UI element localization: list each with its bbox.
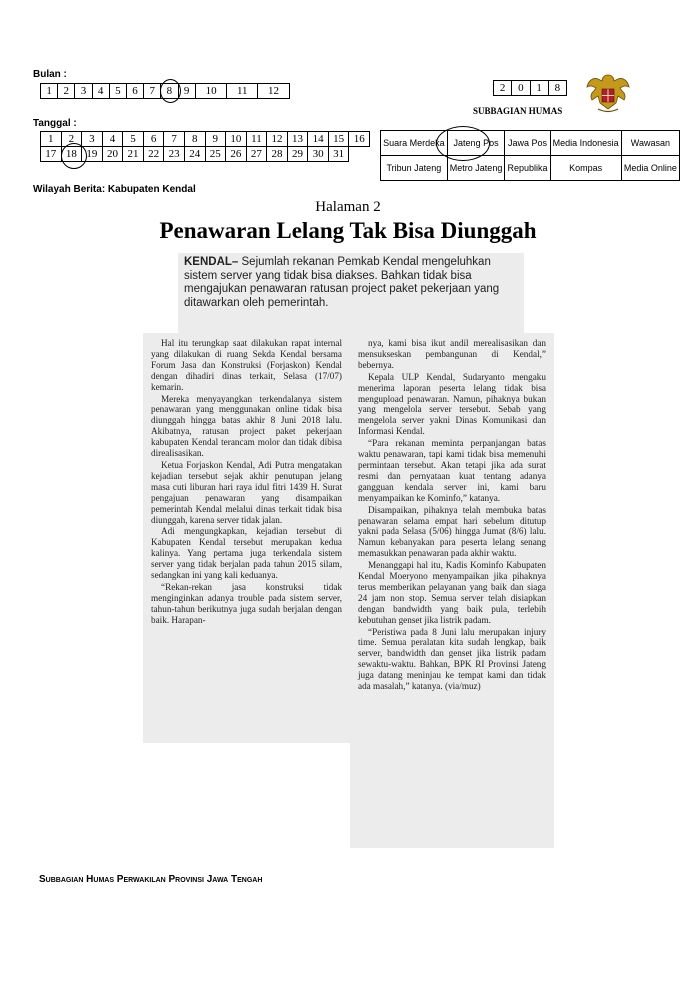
date-cell: 25 <box>205 147 226 162</box>
month-cell: 10 <box>195 84 227 99</box>
date-cell: 10 <box>226 132 247 147</box>
article-paragraph: Kepala ULP Kendal, Sudaryanto mengaku menerima laporan peserta lelang tidak bisa mengupload penawaran. Namun, pihaknya bukan yang mengelola server tersebut. Sebab yang mengelola server yakni Dinas Komunikasi dan Informasi Kendal. <box>358 371 546 437</box>
date-cell: 22 <box>143 147 164 162</box>
article-paragraph: Disampaikan, pihaknya telah membuka batas penawaran selama empat hari sebelum ditutup yakni pada Selasa (5/06) hingga Jumat (8/6) lalu. Namun kebanyakan para peserta lelang senang memasukkan penawaran pada akhir waktu. <box>358 504 546 559</box>
article-paragraph: Hal itu terungkap saat dilakukan rapat internal yang dilakukan di ruang Sekda Kendal bersama Forum Jasa dan Konstruksi (Forjaskon) Kendal dengan dihadiri dinas terkait, Selasa (17/07) kemarin. <box>151 338 342 392</box>
footer-text: Subbagian Humas Perwakilan Provinsi Jawa Tengah <box>39 874 263 885</box>
dateline: KENDAL– <box>184 256 239 268</box>
month-cell: 8 <box>161 84 178 99</box>
date-cell: 28 <box>267 147 288 162</box>
media-cell: Media Indonesia <box>550 131 621 156</box>
date-cell: 3 <box>82 132 103 147</box>
date-cell: 8 <box>184 132 205 147</box>
month-cell: 6 <box>126 84 143 99</box>
date-cell: 21 <box>123 147 144 162</box>
article-paragraph: Menanggapi hal itu, Kadis Kominfo Kabupaten Kendal Moeryono menyampaikan jika pihaknya terus memberikan pelayanan yang baik dan siaga 24 jam non stop. Semua server telah disiapkan dengan bandwidth yang baik pula, terlebih kebutuhan genset jika listrik padam. <box>358 560 546 625</box>
date-cell: 30 <box>308 147 329 162</box>
lead-box <box>178 253 524 333</box>
month-cell: 5 <box>109 84 126 99</box>
month-cell: 4 <box>92 84 109 99</box>
date-cell: 19 <box>82 147 103 162</box>
date-cell: 6 <box>143 132 164 147</box>
date-grid <box>40 131 370 162</box>
article-paragraph: Adi mengungkapkan, kejadian tersebut di Kabupaten Kendal tersebut merupakan kedua kalinya. Yang pertama juga terkendala sistem server yang tidak berjalan pada tahun 2015 silam, sedangkan ini yang kali keduanya. <box>151 526 342 581</box>
article-paragraph: “Peristiwa pada 8 Juni lalu merupakan injury time. Semua peralatan kita sudah lengkap, baik server, bandwidth dan genset jika listrik padam sewaktu-waktu. Bahkan, BPK RI Provinsi Jateng juga datang meninjau ke tempat kami dan tidak ada masalah,” katanya. (via/muz) <box>358 626 546 692</box>
year-digit-cell: 1 <box>530 81 548 96</box>
month-cell: 9 <box>178 84 195 99</box>
garuda-emblem-icon <box>584 69 632 117</box>
article-paragraph: nya, kami bisa ikut andil merealisasikan dan mensukseskan pembangunan di Kendal,” bebernya. <box>358 338 546 370</box>
date-cell: 4 <box>102 132 123 147</box>
media-table <box>380 130 680 181</box>
date-cell: 1 <box>41 132 62 147</box>
date-cell: 31 <box>328 147 349 162</box>
selected-media-circle <box>436 126 490 161</box>
year-digit-cell: 8 <box>548 81 566 96</box>
date-cell: 9 <box>205 132 226 147</box>
month-cell: 12 <box>258 84 290 99</box>
date-cell: 26 <box>226 147 247 162</box>
date-cell: 29 <box>287 147 308 162</box>
date-cell: 7 <box>164 132 185 147</box>
date-cell: 15 <box>328 132 349 147</box>
media-cell: Jateng Pos <box>447 131 505 156</box>
subbagian-humas: SUBBAGIAN HUMAS <box>473 106 563 116</box>
selected-date-circle <box>61 143 87 169</box>
month-cell: 7 <box>144 84 161 99</box>
date-cell: 14 <box>308 132 329 147</box>
date-cell: 24 <box>184 147 205 162</box>
date-cell: 5 <box>123 132 144 147</box>
date-cell: 17 <box>41 147 62 162</box>
lead-text: Sejumlah rekanan Pemkab Kendal mengeluhkan sistem server yang tidak bisa diakses. Bahkan tidak bisa mengajukan penawaran ratusan project paket pekerjaan yang ditawarkan oleh pemerintah. <box>184 256 500 309</box>
date-cell: 20 <box>102 147 123 162</box>
article-paragraph: “Para rekanan meminta perpanjangan batas waktu penawaran, tapi kami tidak bisa memenuhi permintaan tersebut. Akan tetapi jika ada surat resmi dan pernyataan kuat tentang adanya gangguan kendala server ini, kami baru menyampaikan ke Kominfo,” katanya. <box>358 438 546 503</box>
month-cell: 1 <box>41 84 58 99</box>
article-paragraph: Ketua Forjaskon Kendal, Adi Putra mengatakan kejadian tersebut sejak akhir penutupan jelang masa cuti liburan hari raya idul fitri 1439 H. Surat pengajuan penawaran yang disampaikan pemerintah Kendal melalui dinas terkait tidak bisa diunggah, karena server tidak jalan. <box>151 459 342 525</box>
article-paragraph: “Rekan-rekan jasa konstruksi tidak menginginkan adanya trouble pada sistem server, tahun-tahun berikutnya juga sudah berjalan dengan baik. Harapan- <box>151 581 342 625</box>
selected-month-circle <box>160 79 181 103</box>
date-cell: 27 <box>246 147 267 162</box>
date-cell: 12 <box>267 132 288 147</box>
media-cell: Suara Merdeka <box>381 131 448 156</box>
year-digit-cell: 0 <box>512 81 530 96</box>
month-cell: 3 <box>75 84 92 99</box>
month-cell: 11 <box>227 84 258 99</box>
year-grid <box>493 80 567 96</box>
article-paragraph: Mereka menyayangkan terkendalanya sistem penawaran yang menggunakan online tidak bisa diunggah hingga batas akhir 8 Juni 2018 lalu. Akibatnya, ratusan project paket pekerjaan kabupaten Kendal terancam molor dan tidak dibisa direalisasikan. <box>151 393 342 459</box>
page-number: Halaman 2 <box>315 199 381 215</box>
date-cell: 23 <box>164 147 185 162</box>
month-cell: 2 <box>58 84 75 99</box>
media-cell: Media Online <box>621 156 679 181</box>
bulan-label: Bulan : <box>33 69 67 80</box>
article-column-1 <box>143 333 350 743</box>
headline: Penawaran Lelang Tak Bisa Diunggah <box>159 218 537 243</box>
year-digit-cell: 2 <box>494 81 512 96</box>
date-cell: 13 <box>287 132 308 147</box>
wilayah-berita: Wilayah Berita: Kabupaten Kendal <box>33 184 196 195</box>
tanggal-label: Tanggal : <box>33 118 77 129</box>
article-column-2 <box>350 333 554 848</box>
date-cell: 11 <box>246 132 267 147</box>
media-cell: Metro Jateng <box>447 156 505 181</box>
media-cell: Jawa Pos <box>505 131 550 156</box>
media-cell: Wawasan <box>621 131 679 156</box>
date-cell: 16 <box>349 132 370 147</box>
media-cell: Kompas <box>550 156 621 181</box>
date-cell: 18 <box>61 147 82 162</box>
media-cell: Tribun Jateng <box>381 156 448 181</box>
media-cell: Republika <box>505 156 550 181</box>
date-cell: 2 <box>61 132 82 147</box>
